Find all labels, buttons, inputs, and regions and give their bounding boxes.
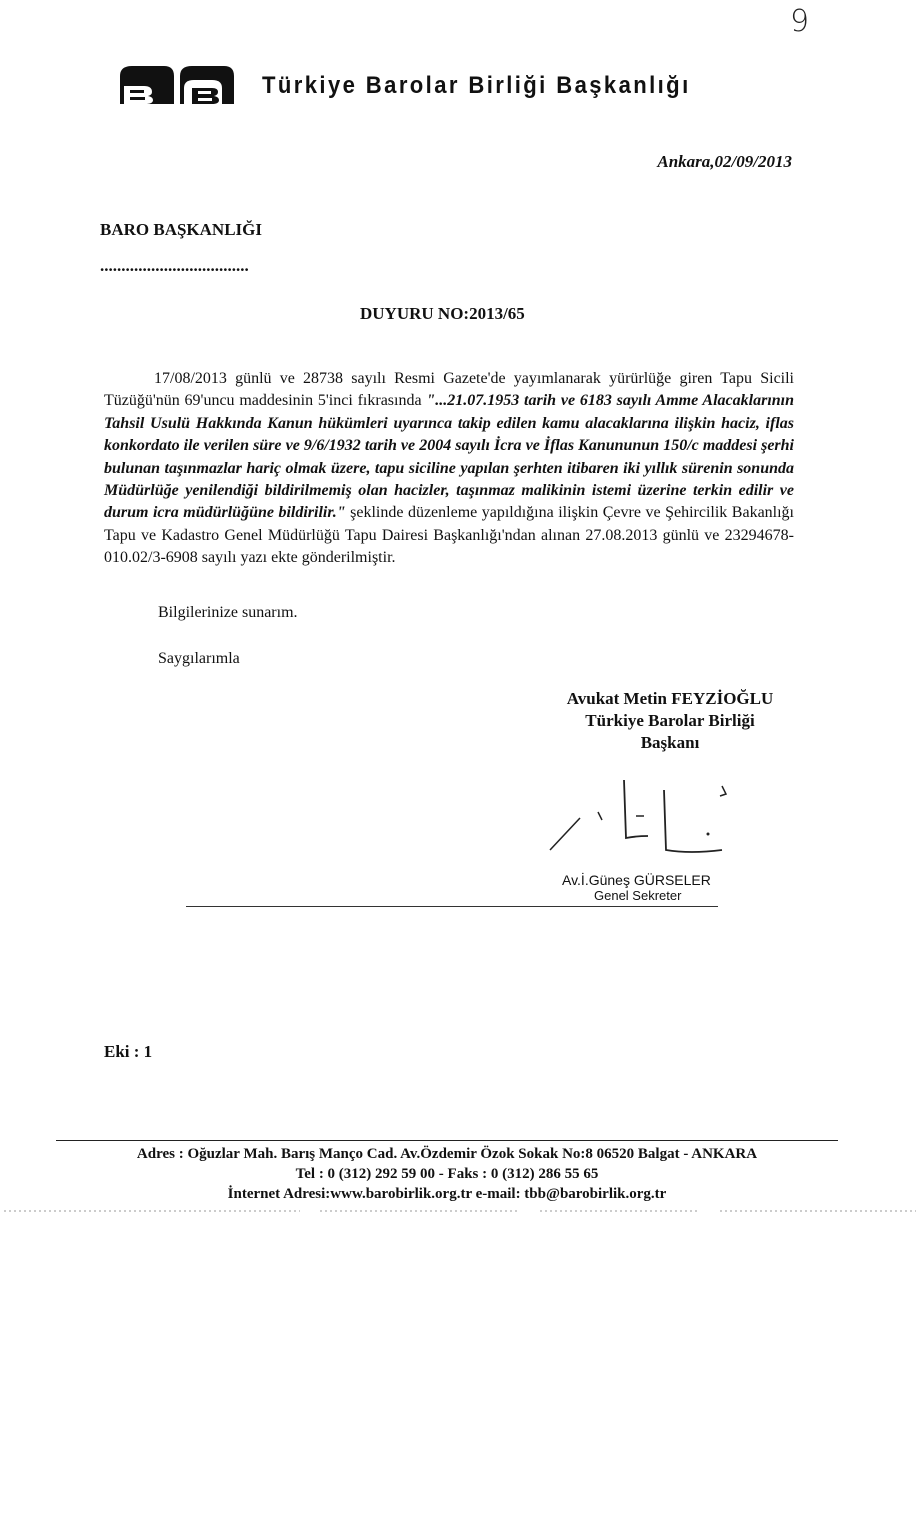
footer: [56, 1144, 838, 1204]
footer-web: İnternet Adresi:www.barobirlik.org.tr e-mail: tbb@barobirlik.org.tr: [227, 1186, 667, 1202]
body-quote: "...21.07.1953 tarih ve 6183 sayılı Amme Alacaklarının Tahsil Usulü Hakkında Kanun hükümleri uyarınca takip edilen kamu alacaklarına ilişkin haciz, iflas konkordato ile verilen süre ve 9/6/1932 tarih ve 2004 sayılı İcra ve İflas Kanununun 150/c maddesi şerhi bulunan taşınmazlar hariç olmak üzere, tapu siciline yapılan şerhten itibaren iki yıllık sürenin sonunda Müdürlüğe yenilendiği bildirilmemiş olan hacizler, taşınmaz malikinin istemi üzerine terkin edilir ve durum icra müdürlüğüne bildirilir.": [104, 392, 795, 522]
organization-name: Türkiye Barolar Birliği Başkanlığı: [262, 72, 691, 99]
recipient: BARO BAŞKANLIĞI: [100, 220, 263, 239]
signatory-org: Türkiye Barolar Birliği: [585, 711, 755, 730]
signatory-title: Başkanı: [640, 733, 700, 752]
footer-phone: Tel : 0 (312) 292 59 00 - Faks : 0 (312) 286 55 65: [295, 1166, 599, 1182]
secretary-title: Genel Sekreter: [594, 888, 682, 903]
secretary-name: Av.İ.Güneş GÜRSELER: [562, 872, 711, 888]
regards: Saygılarımla: [158, 650, 240, 667]
tbb-logo-icon: [118, 62, 236, 106]
scan-noise-line: [0, 1204, 922, 1218]
page-number: 9: [790, 4, 810, 39]
body-paragraph: [104, 368, 794, 570]
footer-divider: [56, 1140, 838, 1141]
info-line: Bilgilerinize sunarım.: [158, 604, 298, 621]
divider: [186, 906, 718, 907]
handwritten-signature: [540, 770, 740, 870]
body-intro: 17/08/2013 günlü ve 28738 sayılı Resmi Gazete'de yayımlanarak yürürlüğe giren Tapu Sicili Tüzüğü'nün 69'uncu maddesinin 5'inci fıkrasında: [104, 370, 794, 410]
document-date: Ankara,02/09/2013: [657, 152, 792, 171]
attachment-note: Eki : 1: [104, 1042, 153, 1061]
signatory-block: [520, 688, 820, 754]
body-outro: şeklinde düzenleme yapıldığına ilişkin Çevre ve Şehircilik Bakanlığı Tapu ve Kadastro Genel Müdürlüğü Tapu Dairesi Başkanlığı'ndan alınan 27.08.2013 günlü ve 23294678-010.02/3-6908 sayılı yazı ekte gönderilmiştir.: [104, 504, 795, 567]
recipient-dots: ...................................: [100, 256, 249, 275]
signatory-name: Avukat Metin FEYZİOĞLU: [566, 689, 774, 708]
footer-address: Adres : Oğuzlar Mah. Barış Manço Cad. Av.Özdemir Özok Sokak No:8 06520 Balgat - ANKARA: [136, 1146, 758, 1162]
notice-number: DUYURU NO:2013/65: [360, 304, 525, 323]
